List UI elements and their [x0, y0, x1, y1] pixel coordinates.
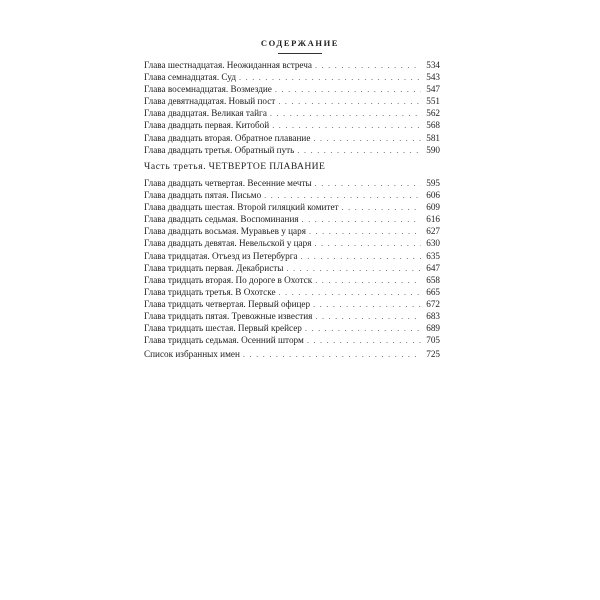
toc-entry-page: 672 [426, 298, 440, 309]
toc-entry[interactable] [144, 322, 440, 334]
toc-entry-label: Глава тридцать первая. Декабристы [144, 262, 284, 273]
leader-dots [305, 323, 421, 335]
toc-entry-label: Глава тридцать седьмая. Осенний шторм [144, 335, 304, 346]
leader-dots [315, 275, 421, 287]
toc-entry-label: Глава восемнадцатая. Возмездие [144, 84, 272, 95]
toc-entry[interactable] [144, 250, 440, 262]
toc-entry-label: Глава двадцать восьмая. Муравьев у царя [144, 226, 306, 237]
toc-entry-page: 725 [426, 349, 440, 359]
toc-entry-label: Глава тридцать пятая. Тревожные известия [144, 311, 313, 322]
leader-dots [275, 84, 421, 96]
toc-entry[interactable] [144, 213, 440, 225]
leader-dots [278, 96, 421, 108]
toc-entry-label: Глава тридцать четвертая. Первый офицер [144, 298, 311, 309]
toc-entry-page: 647 [426, 262, 440, 273]
toc-entry-page: 627 [426, 226, 440, 237]
toc-entry-page: 547 [426, 84, 440, 95]
toc-entry[interactable] [144, 201, 440, 213]
leader-dots [309, 226, 421, 238]
leader-dots [313, 133, 421, 145]
part-prefix: Часть третья. [144, 161, 207, 172]
toc-entry-page: 568 [426, 120, 440, 131]
leader-dots [315, 60, 421, 72]
toc-entry[interactable] [144, 274, 440, 286]
toc-entry-page: 606 [426, 190, 440, 201]
toc-entry-label: Глава двадцать третья. Обратный путь [144, 144, 295, 155]
leader-dots [315, 311, 421, 323]
toc-entry[interactable] [144, 237, 440, 249]
toc-entry-label: Глава двадцать вторая. Обратное плавание [144, 132, 311, 143]
toc-entry[interactable] [144, 59, 440, 71]
toc-section-index [144, 348, 440, 360]
toc-entry[interactable] [144, 286, 440, 298]
toc-entry-label: Глава двадцать четвертая. Весенние мечты [144, 178, 312, 188]
leader-dots [313, 299, 421, 311]
toc-entry[interactable] [144, 144, 440, 156]
toc-section-part-two-end [144, 59, 440, 156]
toc-entry[interactable] [144, 83, 440, 95]
toc-entry-label: Глава двадцать первая. Китобой [144, 120, 270, 131]
toc-entry[interactable] [144, 119, 440, 131]
toc-entry-page: 616 [426, 214, 440, 225]
toc-entry-label: Глава тридцатая. Отъезд из Петербурга [144, 250, 298, 261]
leader-dots [307, 335, 421, 347]
toc-entry[interactable] [144, 107, 440, 119]
toc-entry-label: Глава девятнадцатая. Новый пост [144, 96, 276, 107]
toc-entry-label: Глава двадцать седьмая. Воспоминания [144, 214, 299, 225]
toc-entry-page: 551 [426, 96, 440, 107]
page-header [0, 38, 600, 54]
toc-entry[interactable] [144, 189, 440, 201]
toc-entry[interactable] [144, 225, 440, 237]
leader-dots [314, 238, 421, 250]
leader-dots [243, 349, 421, 361]
part-title: ЧЕТВЕРТОЕ ПЛАВАНИЕ [208, 161, 326, 172]
toc-entry-label: Глава тридцать шестая. Первый крейсер [144, 323, 302, 334]
leader-dots [342, 202, 421, 214]
toc-entry-label: Глава семнадцатая. Суд [144, 72, 236, 83]
toc-entry-page: 635 [426, 250, 440, 261]
toc-entry[interactable] [144, 334, 440, 346]
toc-entry-label: Глава двадцатая. Великая тайга [144, 108, 267, 119]
page-title: СОДЕРЖАНИЕ [260, 38, 340, 48]
toc-entry-page: 534 [426, 60, 440, 70]
toc-entry-page: 658 [426, 274, 440, 285]
toc-entry[interactable] [144, 177, 440, 189]
title-underline [278, 53, 322, 54]
toc-entry-page: 590 [426, 144, 440, 155]
toc-entry-label: Глава тридцать третья. В Охотске [144, 286, 276, 297]
toc-entry-label: Глава двадцать пятая. Письмо [144, 190, 262, 201]
toc-entry-page: 595 [426, 178, 440, 188]
leader-dots [270, 108, 421, 120]
toc-entry-label: Список избранных имен [144, 349, 240, 359]
toc-section-part-three [144, 177, 440, 346]
toc-entry[interactable] [144, 310, 440, 322]
leader-dots [315, 178, 421, 190]
toc-entry-page: 665 [426, 286, 440, 297]
leader-dots [297, 145, 421, 157]
toc-entry-page: 609 [426, 202, 440, 213]
toc-entry[interactable] [144, 132, 440, 144]
toc-entry-page: 562 [426, 108, 440, 119]
toc-entry[interactable] [144, 298, 440, 310]
toc-entry-page: 705 [426, 335, 440, 346]
toc-entry-label: Глава двадцать шестая. Второй гиляцкий комитет [144, 202, 339, 213]
part-heading[interactable] [144, 161, 325, 173]
toc-entry-label: Глава шестнадцатая. Неожиданная встреча [144, 60, 312, 70]
toc-entry-page: 543 [426, 72, 440, 83]
toc-entry[interactable] [144, 262, 440, 274]
toc-entry-label: Глава двадцать девятая. Невельской у царя [144, 238, 312, 249]
toc-entry-page: 683 [426, 311, 440, 322]
toc-entry-page: 581 [426, 132, 440, 143]
leader-dots [301, 251, 421, 263]
toc-entry[interactable] [144, 348, 440, 360]
toc-entry[interactable] [144, 95, 440, 107]
leader-dots [302, 214, 421, 226]
toc-entry[interactable] [144, 71, 440, 83]
toc-entry-label: Глава тридцать вторая. По дороге в Охотск [144, 274, 313, 285]
toc-entry-page: 630 [426, 238, 440, 249]
toc-entry-page: 689 [426, 323, 440, 334]
